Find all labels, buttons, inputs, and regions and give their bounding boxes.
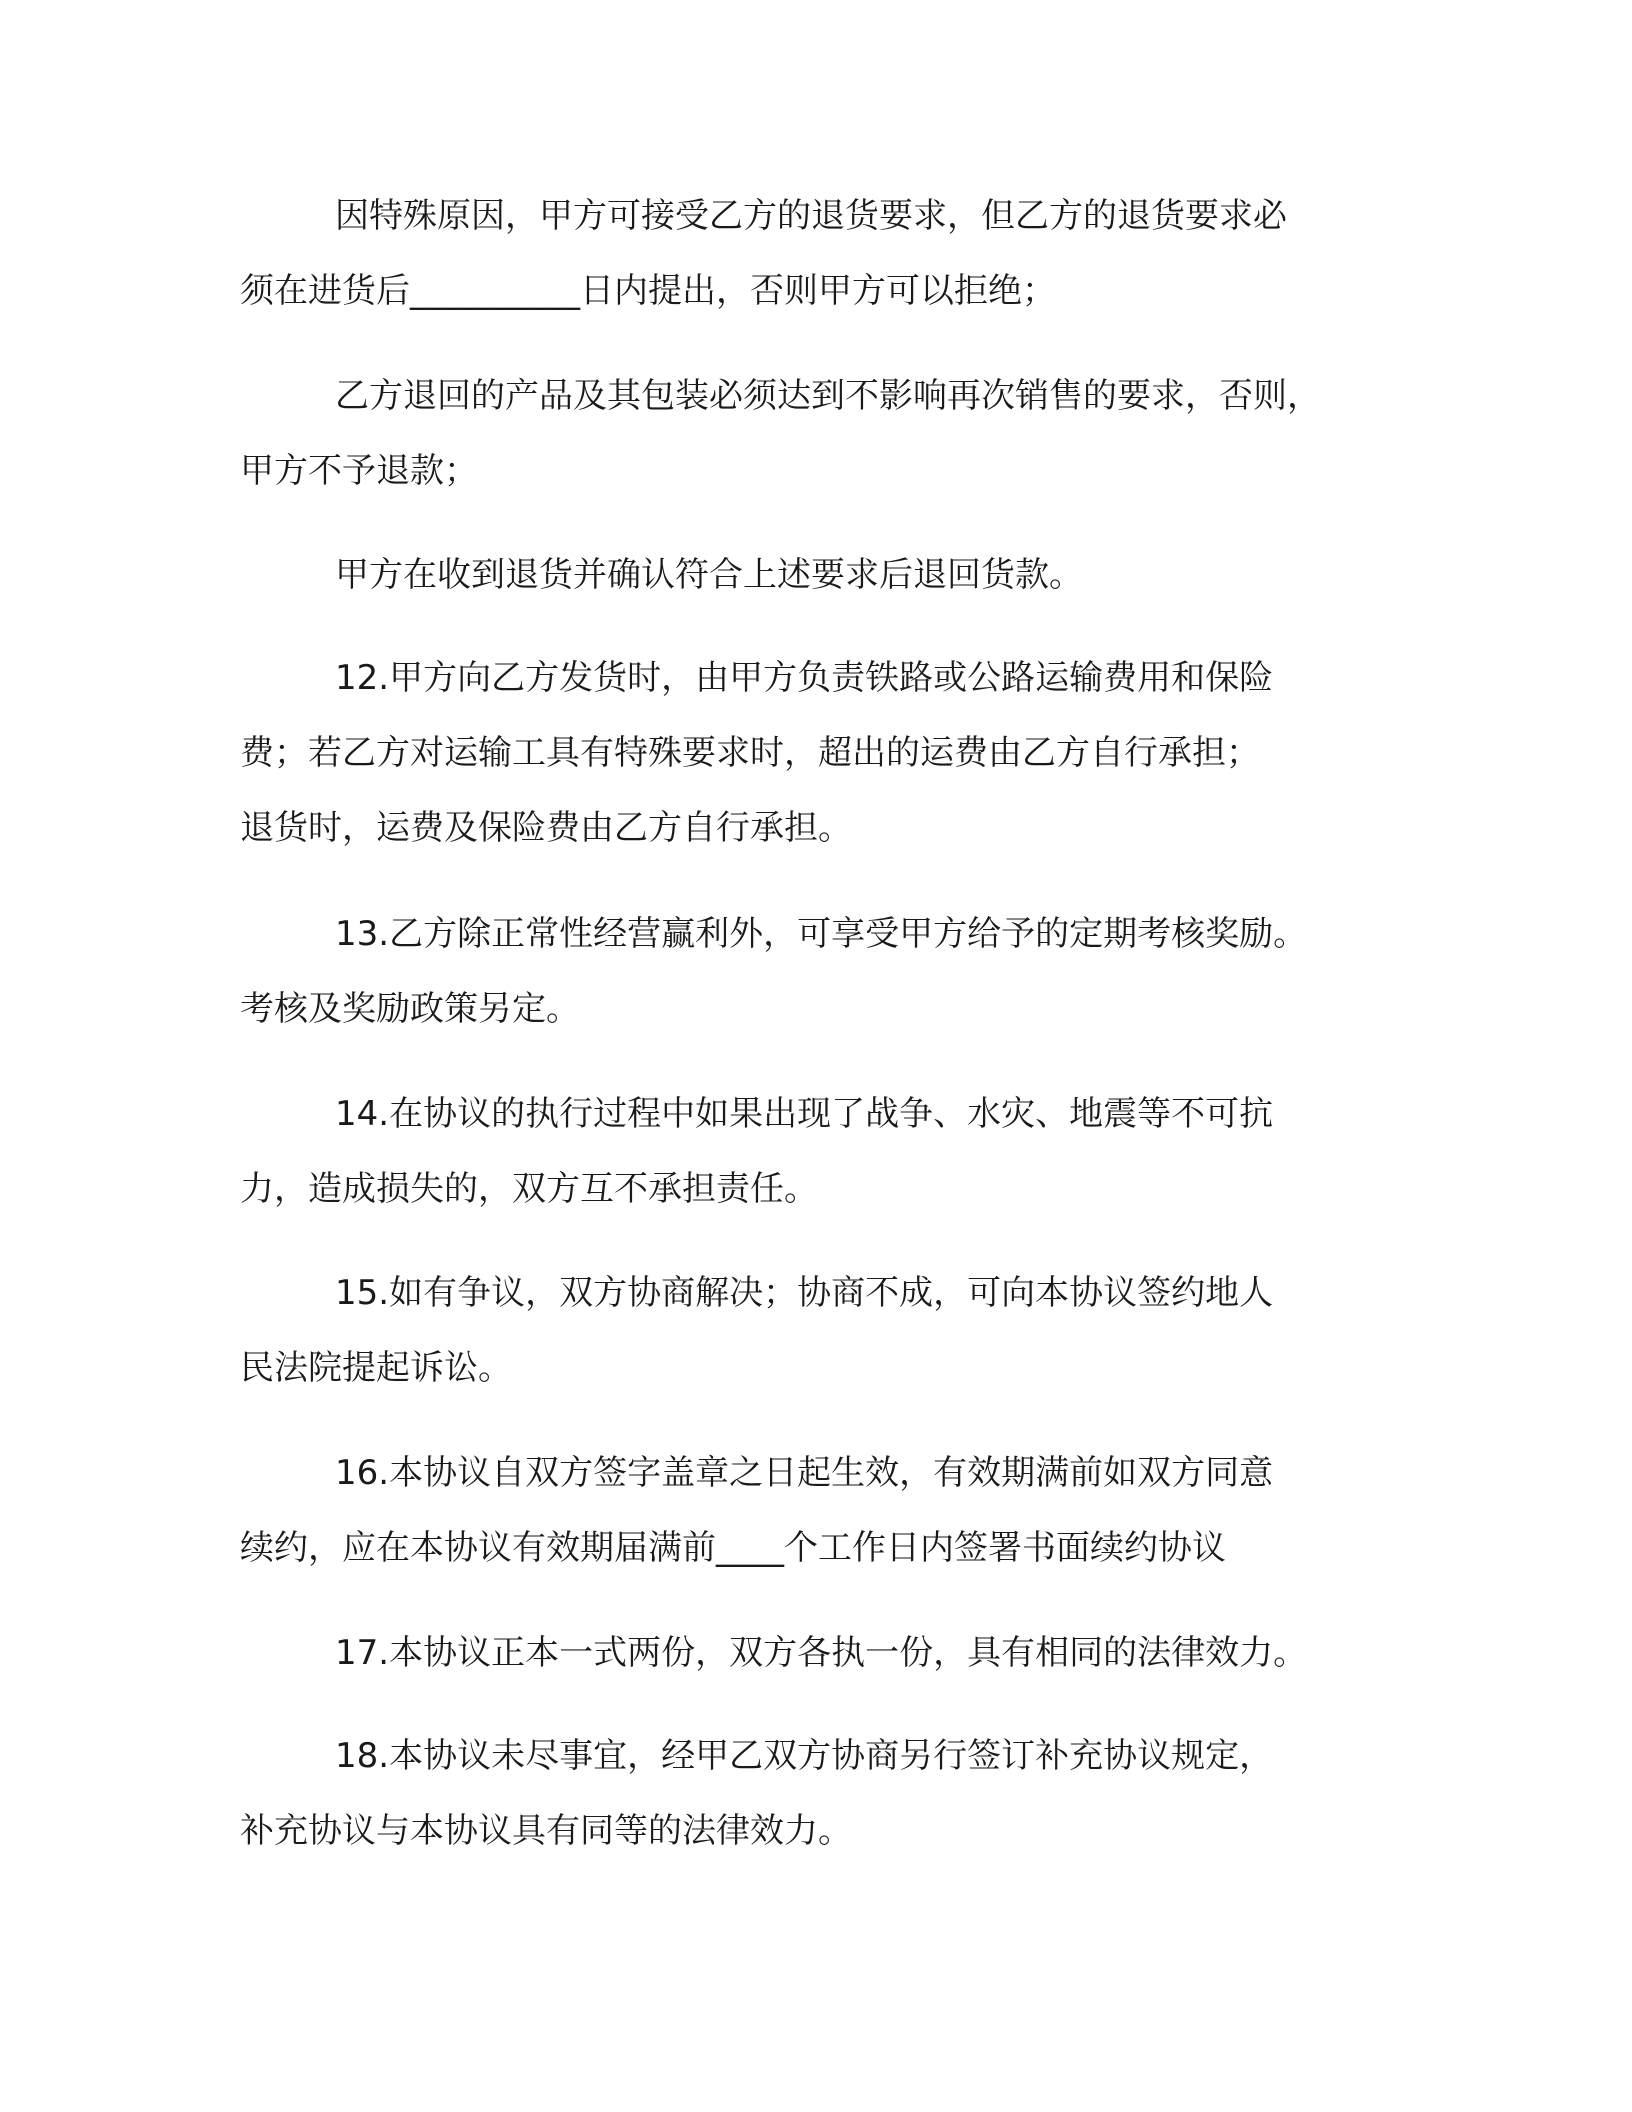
paragraph-line: 考核及奖励政策另定。 (240, 989, 580, 1029)
clause-17 (240, 1616, 1400, 1691)
paragraph-line: 因特殊原因，甲方可接受乙方的退货要求，但乙方的退货要求必 (335, 196, 1287, 236)
paragraph-line: 须在进货后__________日内提出，否则甲方可以拒绝； (240, 271, 1056, 311)
clause-15 (240, 1256, 1400, 1406)
paragraph-line: 17.本协议正本一式两份，双方各执一份，具有相同的法律效力。 (335, 1633, 1308, 1673)
paragraph-return-packaging (240, 359, 1400, 509)
clause-12 (240, 641, 1400, 866)
clause-13 (240, 897, 1400, 1047)
paragraph-return-conditions (240, 179, 1400, 329)
clause-14 (240, 1077, 1400, 1227)
clause-16 (240, 1436, 1400, 1586)
paragraph-line: 费；若乙方对运输工具有特殊要求时，超出的运费由乙方自行承担； (240, 733, 1260, 773)
paragraph-line: 退货时，运费及保险费由乙方自行承担。 (240, 808, 852, 848)
paragraph-line: 16.本协议自双方签字盖章之日起生效，有效期满前如双方同意 (335, 1453, 1274, 1493)
paragraph-line: 14.在协议的执行过程中如果出现了战争、水灾、地震等不可抗 (335, 1094, 1274, 1134)
paragraph-line: 12.甲方向乙方发货时，由甲方负责铁路或公路运输费用和保险 (335, 658, 1274, 698)
paragraph-line: 15.如有争议，双方协商解决；协商不成，可向本协议签约地人 (335, 1273, 1274, 1313)
paragraph-line: 补充协议与本协议具有同等的法律效力。 (240, 1811, 852, 1851)
paragraph-line: 18.本协议未尽事宜，经甲乙双方协商另行签订补充协议规定， (335, 1736, 1274, 1776)
paragraph-line: 乙方退回的产品及其包装必须达到不影响再次销售的要求，否则， (335, 376, 1321, 416)
paragraph-line: 甲方不予退款； (240, 451, 478, 491)
paragraph-line: 力，造成损失的，双方互不承担责任。 (240, 1169, 818, 1209)
clause-18 (240, 1719, 1400, 1869)
paragraph-line: 续约，应在本协议有效期届满前____个工作日内签署书面续约协议 (240, 1528, 1226, 1568)
paragraph-line: 甲方在收到退货并确认符合上述要求后退回货款。 (335, 555, 1083, 595)
paragraph-line: 13.乙方除正常性经营赢利外，可享受甲方给予的定期考核奖励。 (335, 914, 1308, 954)
paragraph-line: 民法院提起诉讼。 (240, 1348, 512, 1388)
paragraph-refund (240, 538, 1400, 613)
